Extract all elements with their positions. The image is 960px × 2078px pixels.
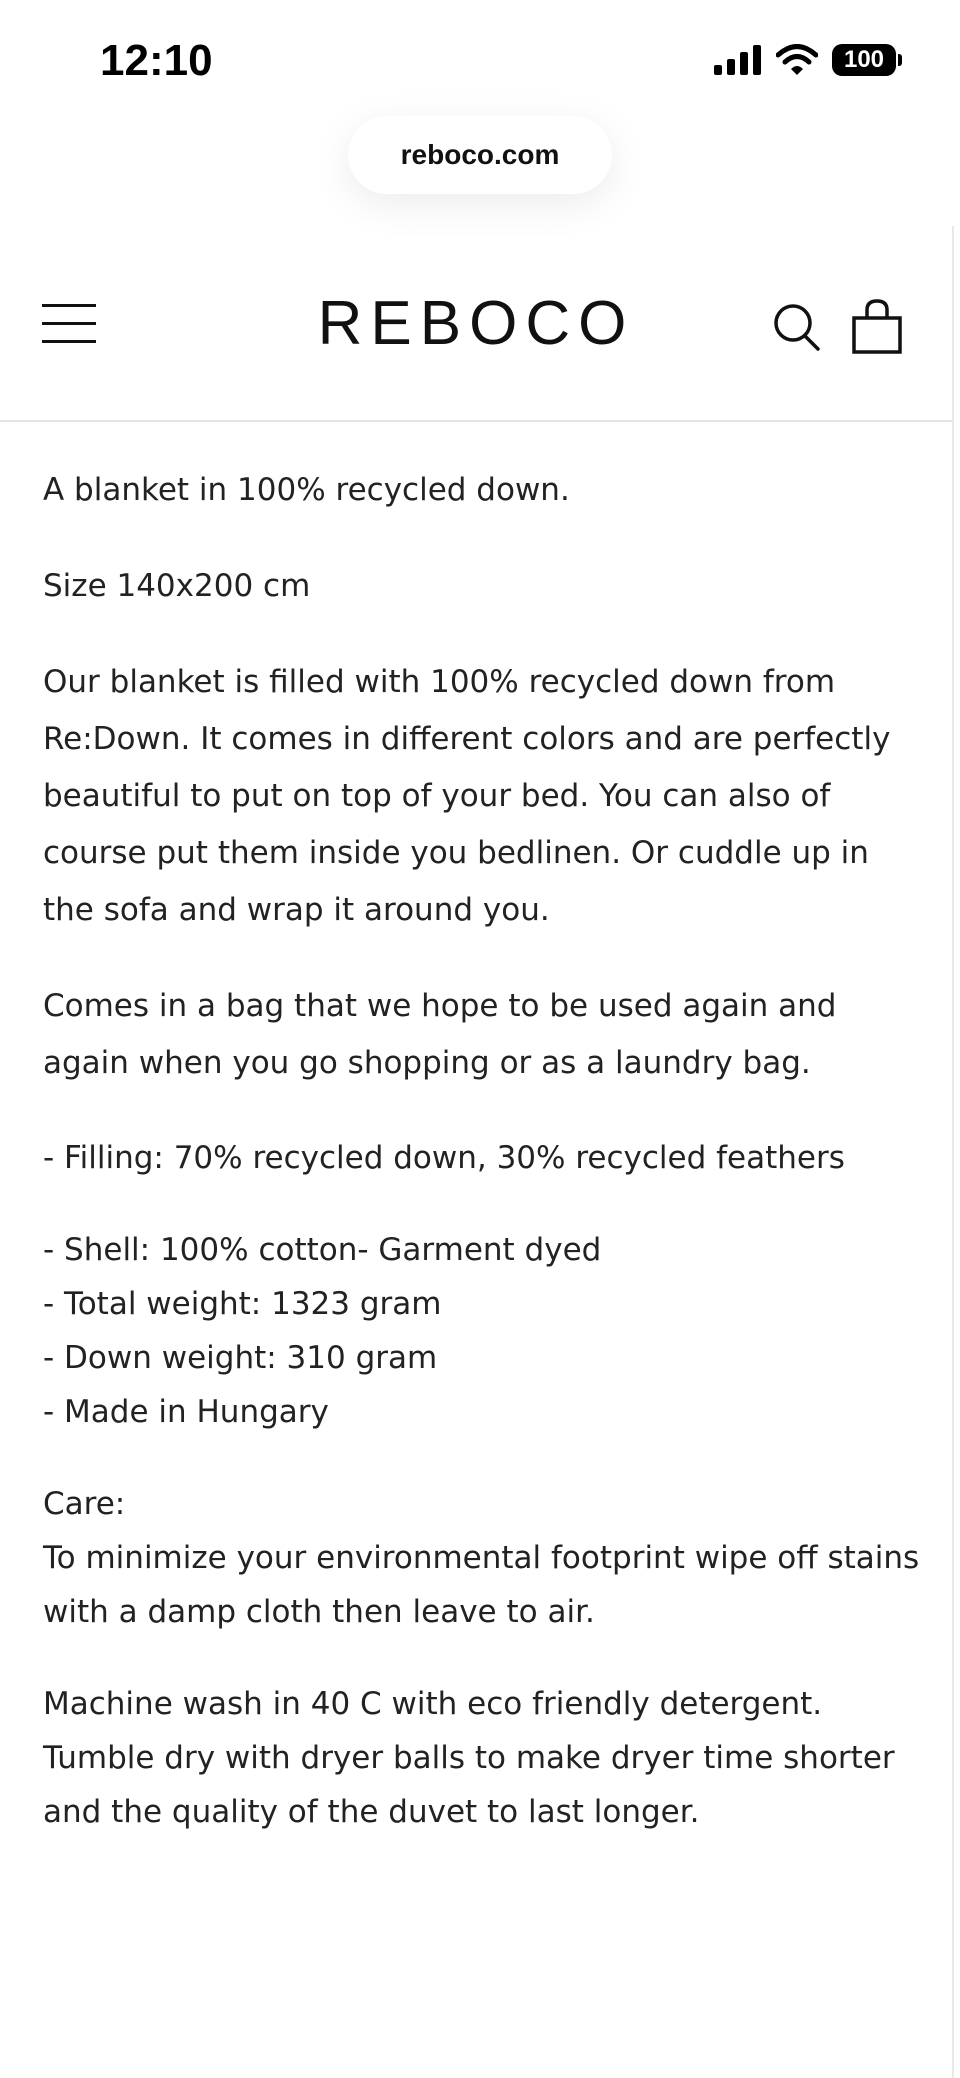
spec-item: - Made in Hungary (43, 1394, 329, 1430)
product-description-text: Our blanket is filled with 100% recycled down from Re:Down. It comes in different colors and are perfectly beautiful to put on top of your bed. You can also of course put them inside you bedlinen. Or cuddle up in the sofa and wrap it around you. (43, 664, 891, 928)
battery-level: 100 (843, 46, 885, 73)
address-bar[interactable] (348, 116, 612, 194)
cellular-signal-icon (714, 45, 762, 75)
care-text: To minimize your environmental footprint wipe off stains with a damp cloth then leave to air. (43, 1540, 920, 1630)
cart-button[interactable] (850, 296, 904, 356)
status-icons (714, 44, 896, 76)
status-bar (0, 0, 960, 110)
search-button[interactable] (772, 296, 822, 356)
spec-item: - Shell: 100% cotton- Garment dyed (43, 1232, 602, 1268)
site-header (0, 226, 952, 422)
product-size: Size 140x200 cm (43, 568, 311, 604)
product-filling: - Filling: 70% recycled down, 30% recycled feathers (43, 1140, 845, 1176)
wifi-icon (776, 44, 818, 76)
product-description (43, 462, 923, 1877)
address-bar-url: reboco.com (400, 139, 560, 170)
spec-item: - Total weight: 1323 gram (43, 1286, 442, 1322)
search-icon (772, 296, 822, 356)
battery-icon (832, 44, 896, 76)
product-bag-text: Comes in a bag that we hope to be used again and again when you go shopping or as a laundry bag. (43, 988, 837, 1081)
care-label: Care: (43, 1486, 126, 1522)
product-specs (43, 1223, 923, 1439)
spec-item: - Down weight: 310 gram (43, 1340, 438, 1376)
scrollbar-track (952, 226, 960, 2078)
product-intro: A blanket in 100% recycled down. (43, 472, 570, 508)
care-section (43, 1477, 923, 1639)
shopping-bag-icon (850, 296, 904, 356)
wash-instructions: Machine wash in 40 C with eco friendly detergent. Tumble dry with dryer balls to make dryer time shorter and the quality of the duvet to last longer. (43, 1686, 895, 1830)
site-logo[interactable]: REBOCO (317, 289, 635, 358)
status-time: 12:10 (100, 36, 213, 85)
